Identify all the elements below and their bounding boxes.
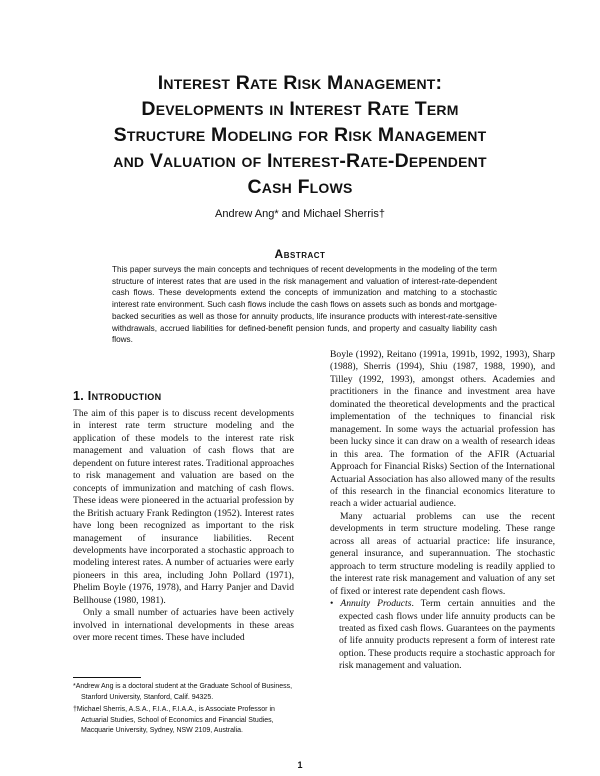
left-column: [73, 408, 294, 645]
title-line: Developments in Interest Rate Term: [141, 98, 459, 120]
bullet-label: Annuity Products: [340, 598, 412, 610]
page-number: 1: [297, 760, 303, 770]
title-line: Interest Rate Risk Management:: [157, 72, 443, 94]
right-column: [330, 349, 555, 673]
title-line: Structure Modeling for Risk Management: [113, 124, 487, 146]
section-heading: 1. Introduction: [73, 389, 162, 403]
title-line: and Valuation of Interest-Rate-Dependent: [113, 150, 487, 172]
paragraph: Only a small number of actuaries have been actively involved in international developments in these areas over more recent times. These have included: [73, 607, 294, 644]
abstract-heading: Abstract: [274, 247, 326, 261]
bullet-text: . Term certain annuities and the expected cash flows under life annuity products can be treated as fixed cash flows. Guarantees on the payments of life annuity products represent a form of interest rate option. These products require a stochastic approach for risk management and valuation.: [339, 598, 555, 672]
footnote: †Michael Sherris, A.S.A., F.I.A., F.I.A.A., is Associate Professor in Actuarial Studies, School of Economics and Financial Studies, Macquarie University, Sydney, NSW 2109, Australia.: [73, 706, 275, 734]
paragraph: Boyle (1992), Reitano (1991a, 1991b, 1992, 1993), Sharp (1988), Sherris (1994), Shiu (1987, 1988, 1990), and Tilley (1992, 1993), amongst others. Academies and practitioners in the finance and investment area have dominated the theoretical developments and the practical implementation of the techniques to financial risk management. In some ways the actuarial profession has been lucky since it can draw on a wealth of research ideas in this area. The formation of the AFIR (Actuarial Approach for Financial Risks) Section of the International Actuarial Association has also allowed many of the results of this research in the financial economics literature to reach a wider actuarial audience.: [330, 349, 555, 510]
paper-title: [60, 70, 540, 200]
bullet-marker: •: [330, 598, 334, 610]
bullet-item: [330, 598, 555, 673]
title-line: Cash Flows: [247, 176, 353, 198]
footnote-divider: [73, 677, 141, 678]
abstract-text: This paper surveys the main concepts and techniques of recent developments in the modeling of the term structure of interest rates that are used in the risk management and valuation of interest-rate-dependent cash flows. These developments extend the concepts of immunization and matching to a stochastic interest rate environment. Such cash flows include the cash flows on assets such as bonds and mortgage-backed securities as well as those for annuity products, life insurance products with interest-rate-sensitive withdrawals, accrued liabilities for defined-benefit pension funds, and property and casualty liability cash flows.: [112, 265, 497, 345]
paragraph: The aim of this paper is to discuss recent developments in interest rate term structure modeling and the application of these models to the interest rate risk management and valuation of cash flows that are dependent on future interest rates. Traditional approaches to risk management and valuation are based on the concepts of immunization and matching of cash flows. These ideas were pioneered in the actuarial profession by the British actuary Frank Redington (1952). Interest rates have long been recognized as important to the risk management of insurance liabilities. Recent developments have incorporated a stochastic approach to modeling interest rates. A number of actuaries were early pioneers in this area, including John Pollard (1971), Phelim Boyle (1976, 1978), and Harry Panjer and David Bellhouse (1980, 1981).: [73, 408, 294, 606]
footnotes: [73, 682, 293, 739]
footnote: *Andrew Ang is a doctoral student at the Graduate School of Business, Stanford University, Stanford, Calif. 94325.: [73, 683, 293, 701]
paragraph: Many actuarial problems can use the recent developments in term structure modeling. These range across all areas of actuarial practice: life insurance, general insurance, and superannuation. The stochastic approach to term structure modeling is readily applied to the interest rate risk management and valuation of any set of fixed or interest rate dependent cash flows.: [330, 510, 555, 597]
authors: Andrew Ang* and Michael Sherris†: [215, 208, 385, 220]
